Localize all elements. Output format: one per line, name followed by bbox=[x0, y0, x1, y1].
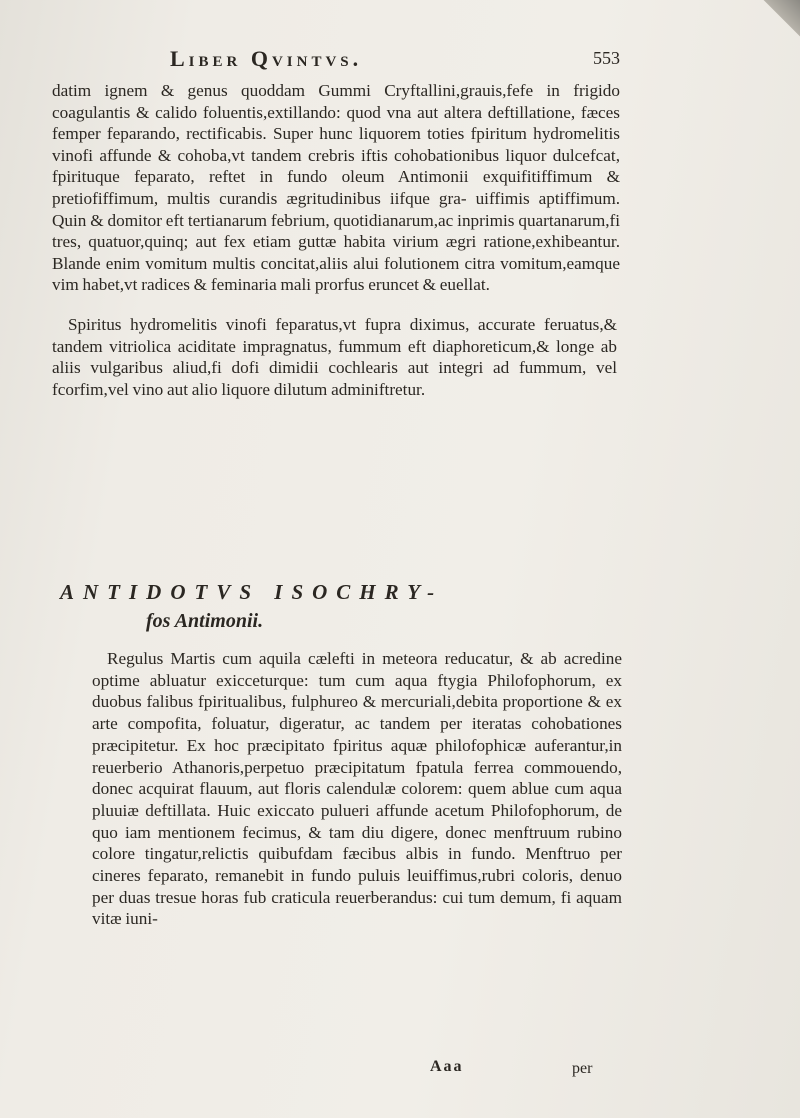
page-header bbox=[150, 46, 620, 76]
running-head: Liber Qvintvs. bbox=[170, 46, 363, 71]
catchword: per bbox=[572, 1060, 593, 1077]
paragraph-spiritus-hydromelitis: Spiritus hydromelitis vinofi feparatus,vt fupra diximus, accurate feruatus,& tandem vitriolica aciditate impragnatus, fummum eft diaphoreticum,& longe ab aliis vulgaribus aliud,fi dofi dimidii cochlearis aut integri ad fummum, vel fcorfim,vel vino aut alio liquore dilutum adminiftretur. bbox=[52, 315, 617, 399]
page-number: 553 bbox=[593, 48, 620, 68]
signature-mark: Aaa bbox=[430, 1058, 464, 1075]
section-title-line-1: ANTIDOTVS ISOCHRY- bbox=[60, 580, 444, 604]
paragraph-oleum-antimonii: datim ignem & genus quoddam Gummi Cryftallini,grauis,fefe in frigido coagulantis & calido foluentis,extillando: quod vna aut altera deftillatione, fæces femper feparando, rectificabis. Super hunc liquorem toties fpiritum hydromelitis vinofi affunde & cohoba,vt tandem crebris iftis cohobationibus liquor dulcefcat, fpirituque feparato, reftet in fundo oleum Antimonii exquifitiffimum & pretiofiffimum, multis curandis ægritudinibus iifque gra- uiffimis aptiffimum. Quin & domitor eft tertianarum febrium, quotidianarum,ac inprimis quartanarum,fi tres, quatuor,quinq; aut fex etiam guttæ habita virium ægri ratione,exhibeantur. Blande enim vomitum multis concitat,aliis alui folutionem citra vomitum,eamque vim habet,vt radices & feminaria mali prorfus eruncet & euellat. bbox=[52, 81, 620, 295]
paragraph-regulus-martis: Regulus Martis cum aquila cælefti in meteora reducatur, & ab acredine optime abluatur exicceturque: tum cum aqua ftygia Philofophorum, ex duobus falibus fpiritualibus, fulphureo & mercuriali,debita proportione & ex arte compofita, foluatur, digeratur, ac tandem per iteratas cohobationes præcipitetur. Ex hoc præcipitato fpiritus aquæ philofophicæ auferantur,in reuerberio Athanoris,perpetuo præcipitatum fpatula ferrea commouendo, donec acquirat flauum, aut floris calendulæ colorem: quem ablue cum aqua pluuiæ deftillata. Huic exiccato pulueri affunde acetum Philofophorum, de quo iam mentionem fecimus, & tam diu digere, donec menftruum rubino colore tingatur,relictis quibufdam fæcibus albis in fundo. Menftruo per cineres feparato, remanebit in fundo puluis leuiffimus,rubri coloris, denuo per duas tresue horas fub craticula reuerberandus: cui tum demum, fi aquam vitæ iuni- bbox=[92, 649, 622, 929]
page-corner-shadow bbox=[760, 0, 800, 40]
section-title-line-2: fos Antimonii. bbox=[146, 610, 264, 632]
